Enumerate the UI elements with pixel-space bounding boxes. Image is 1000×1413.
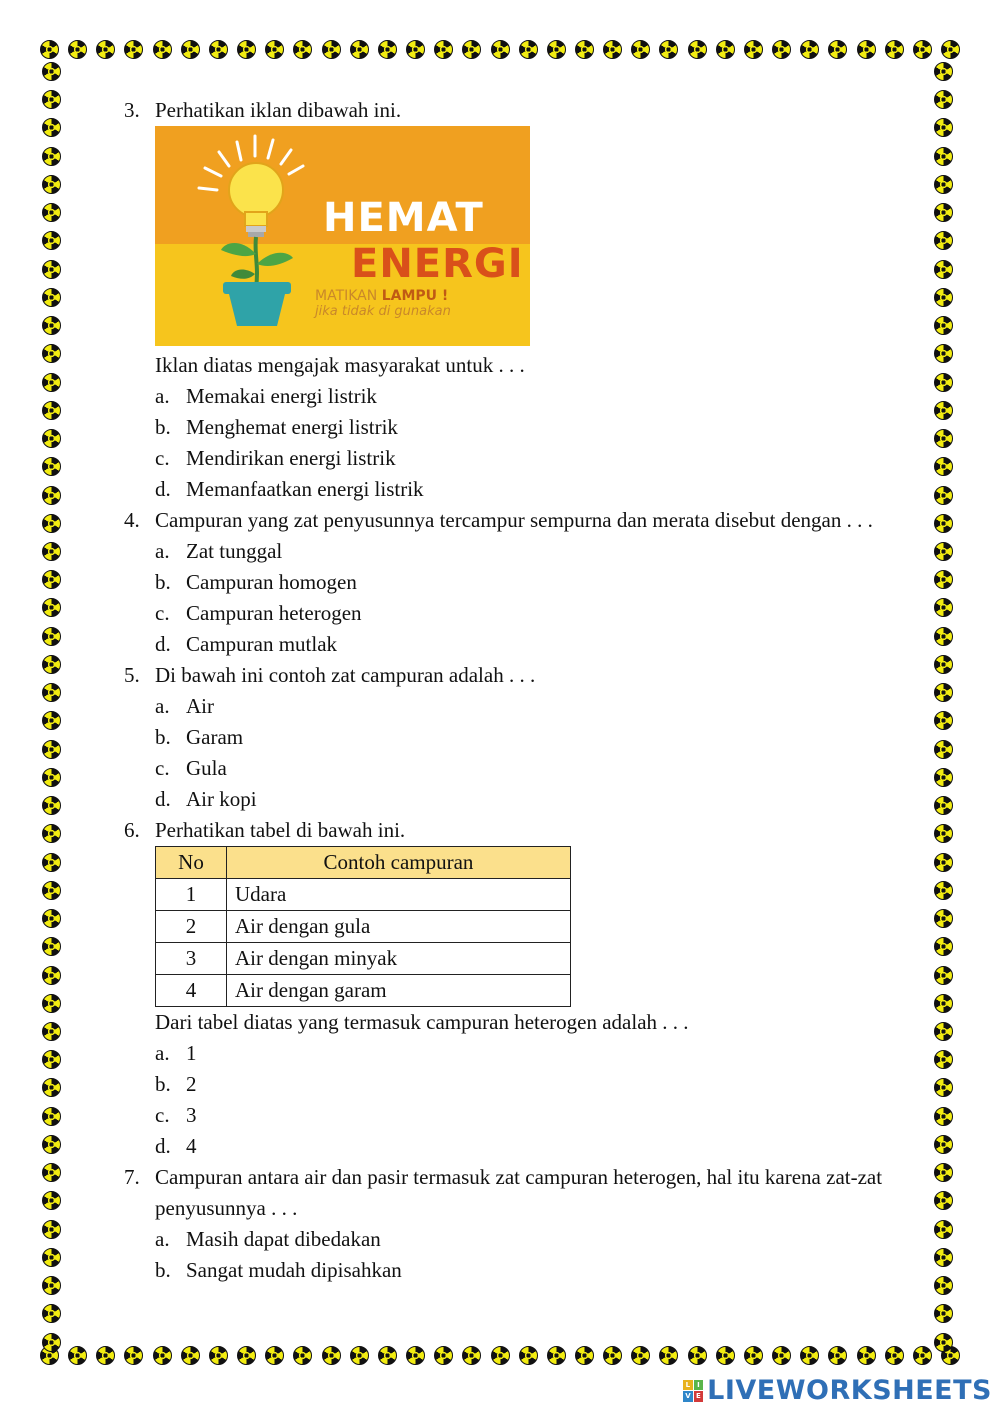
border-radiation-icon	[934, 203, 953, 222]
border-radiation-icon	[462, 40, 481, 59]
border-radiation-icon	[42, 429, 61, 448]
border-radiation-icon	[68, 1346, 87, 1365]
border-radiation-icon	[934, 542, 953, 561]
option-text: Campuran mutlak	[186, 632, 338, 656]
options-question-4	[155, 536, 914, 660]
border-radiation-icon	[293, 1346, 312, 1365]
border-radiation-icon	[96, 40, 115, 59]
border-radiation-icon	[42, 1163, 61, 1182]
worksheet-content	[124, 95, 914, 1286]
border-bottom	[40, 1346, 960, 1368]
border-radiation-icon	[42, 62, 61, 81]
table-header-no: No	[156, 847, 227, 879]
question-number: 4.	[124, 508, 140, 532]
border-radiation-icon	[828, 1346, 847, 1365]
border-radiation-icon	[934, 1163, 953, 1182]
option-letter: c.	[155, 1103, 170, 1127]
border-radiation-icon	[322, 40, 341, 59]
border-radiation-icon	[42, 90, 61, 109]
option-letter: d.	[155, 632, 171, 656]
border-radiation-icon	[934, 1304, 953, 1323]
hemat-energi-ad-image	[155, 126, 530, 346]
option-d[interactable]	[155, 784, 914, 815]
border-radiation-icon	[42, 1220, 61, 1239]
border-radiation-icon	[744, 1346, 763, 1365]
border-radiation-icon	[42, 824, 61, 843]
border-radiation-icon	[575, 1346, 594, 1365]
border-radiation-icon	[934, 683, 953, 702]
border-radiation-icon	[934, 881, 953, 900]
border-radiation-icon	[934, 711, 953, 730]
border-radiation-icon	[934, 824, 953, 843]
option-text: Gula	[186, 756, 227, 780]
border-radiation-icon	[42, 1050, 61, 1069]
border-radiation-icon	[42, 288, 61, 307]
option-c[interactable]	[155, 1100, 914, 1131]
option-letter: c.	[155, 601, 170, 625]
question-text: Campuran antara air dan pasir termasuk zat campuran heterogen, hal itu karena zat-zat penyusunnya . . .	[155, 1165, 883, 1220]
option-a[interactable]	[155, 1224, 914, 1255]
border-radiation-icon	[42, 853, 61, 872]
option-text: Campuran homogen	[186, 570, 357, 594]
border-radiation-icon	[378, 40, 397, 59]
border-radiation-icon	[406, 1346, 425, 1365]
border-radiation-icon	[42, 740, 61, 759]
options-question-7	[155, 1224, 914, 1286]
border-radiation-icon	[934, 429, 953, 448]
border-radiation-icon	[934, 1135, 953, 1154]
options-question-3	[155, 381, 914, 505]
logo-badge-letter: V	[683, 1391, 693, 1402]
border-radiation-icon	[42, 457, 61, 476]
border-radiation-icon	[181, 40, 200, 59]
border-radiation-icon	[40, 40, 59, 59]
border-radiation-icon	[96, 1346, 115, 1365]
option-b[interactable]	[155, 1255, 914, 1286]
question-text: Di bawah ini contoh zat campuran adalah . . .	[155, 663, 536, 687]
option-text: 4	[186, 1134, 197, 1158]
border-radiation-icon	[934, 740, 953, 759]
border-radiation-icon	[378, 1346, 397, 1365]
border-radiation-icon	[42, 994, 61, 1013]
table-header-example: Contoh campuran	[227, 847, 571, 879]
question-text: Perhatikan tabel di bawah ini.	[155, 818, 406, 842]
border-radiation-icon	[293, 40, 312, 59]
border-radiation-icon	[434, 40, 453, 59]
border-radiation-icon	[631, 40, 650, 59]
border-radiation-icon	[42, 796, 61, 815]
option-d[interactable]	[155, 629, 914, 660]
border-radiation-icon	[934, 909, 953, 928]
border-radiation-icon	[934, 486, 953, 505]
option-letter: a.	[155, 1227, 170, 1251]
border-radiation-icon	[934, 316, 953, 335]
question-text: Campuran yang zat penyusunnya tercampur sempurna dan merata disebut dengan . . .	[155, 508, 873, 532]
table-cell-no: 1	[156, 879, 227, 911]
border-radiation-icon	[124, 40, 143, 59]
options-question-5	[155, 691, 914, 815]
table-row	[156, 911, 571, 943]
border-radiation-icon	[934, 1022, 953, 1041]
border-radiation-icon	[42, 655, 61, 674]
border-radiation-icon	[42, 344, 61, 363]
border-radiation-icon	[688, 1346, 707, 1365]
option-letter: a.	[155, 1041, 170, 1065]
border-radiation-icon	[322, 1346, 341, 1365]
border-radiation-icon	[688, 40, 707, 59]
border-radiation-icon	[181, 1346, 200, 1365]
ad-tagline	[315, 288, 448, 304]
border-radiation-icon	[42, 627, 61, 646]
border-radiation-icon	[265, 40, 284, 59]
border-radiation-icon	[659, 40, 678, 59]
option-text: Masih dapat dibedakan	[186, 1227, 381, 1251]
border-radiation-icon	[42, 175, 61, 194]
border-radiation-icon	[934, 598, 953, 617]
option-b[interactable]	[155, 412, 914, 443]
ad-tagline-prefix: MATIKAN	[315, 288, 382, 304]
border-radiation-icon	[42, 316, 61, 335]
border-radiation-icon	[265, 1346, 284, 1365]
option-text: 3	[186, 1103, 197, 1127]
option-letter: b.	[155, 1072, 171, 1096]
border-radiation-icon	[934, 288, 953, 307]
question-number: 5.	[124, 663, 140, 687]
border-radiation-icon	[547, 40, 566, 59]
option-b[interactable]	[155, 567, 914, 598]
option-text: Campuran heterogen	[186, 601, 362, 625]
border-radiation-icon	[857, 40, 876, 59]
border-radiation-icon	[42, 260, 61, 279]
option-letter: d.	[155, 1134, 171, 1158]
table-cell-example: Air dengan gula	[227, 911, 571, 943]
border-left	[42, 62, 64, 1352]
option-text: Air kopi	[186, 787, 257, 811]
border-radiation-icon	[42, 1078, 61, 1097]
border-radiation-icon	[885, 40, 904, 59]
option-text: Memakai energi listrik	[186, 384, 377, 408]
border-radiation-icon	[350, 1346, 369, 1365]
border-radiation-icon	[42, 1191, 61, 1210]
option-a[interactable]	[155, 691, 914, 722]
border-radiation-icon	[934, 853, 953, 872]
border-radiation-icon	[934, 1050, 953, 1069]
border-radiation-icon	[42, 118, 61, 137]
table-row	[156, 975, 571, 1007]
option-letter: a.	[155, 694, 170, 718]
border-radiation-icon	[42, 147, 61, 166]
border-radiation-icon	[42, 401, 61, 420]
border-radiation-icon	[350, 40, 369, 59]
border-radiation-icon	[491, 40, 510, 59]
border-radiation-icon	[913, 1346, 932, 1365]
table-cell-example: Air dengan garam	[227, 975, 571, 1007]
border-radiation-icon	[42, 1022, 61, 1041]
option-text: 2	[186, 1072, 197, 1096]
border-radiation-icon	[42, 1135, 61, 1154]
border-radiation-icon	[934, 1220, 953, 1239]
border-radiation-icon	[209, 1346, 228, 1365]
border-radiation-icon	[934, 570, 953, 589]
border-radiation-icon	[209, 40, 228, 59]
border-radiation-icon	[68, 40, 87, 59]
logo-badge-letter: I	[694, 1380, 704, 1391]
border-radiation-icon	[42, 909, 61, 928]
border-radiation-icon	[42, 486, 61, 505]
option-letter: b.	[155, 415, 171, 439]
border-radiation-icon	[934, 175, 953, 194]
liveworksheets-logo[interactable]	[683, 1375, 992, 1406]
question-text: Perhatikan iklan dibawah ini.	[155, 98, 402, 122]
border-radiation-icon	[934, 1107, 953, 1126]
question-4	[124, 505, 914, 536]
logo-badge-letter: E	[694, 1391, 704, 1402]
border-radiation-icon	[631, 1346, 650, 1365]
border-radiation-icon	[934, 118, 953, 137]
border-radiation-icon	[42, 683, 61, 702]
border-radiation-icon	[934, 1191, 953, 1210]
border-radiation-icon	[42, 966, 61, 985]
ad-headline-energi: ENERGI	[351, 241, 524, 287]
border-radiation-icon	[42, 203, 61, 222]
question-6	[124, 815, 914, 846]
option-text: Zat tunggal	[186, 539, 283, 563]
border-radiation-icon	[42, 1304, 61, 1323]
option-d[interactable]	[155, 474, 914, 505]
option-letter: c.	[155, 756, 170, 780]
border-radiation-icon	[547, 1346, 566, 1365]
option-d[interactable]	[155, 1131, 914, 1162]
border-radiation-icon	[153, 40, 172, 59]
border-radiation-icon	[42, 542, 61, 561]
border-radiation-icon	[462, 1346, 481, 1365]
border-radiation-icon	[42, 570, 61, 589]
border-radiation-icon	[934, 796, 953, 815]
mixture-table	[155, 846, 571, 1007]
border-radiation-icon	[42, 711, 61, 730]
border-radiation-icon	[716, 1346, 735, 1365]
border-radiation-icon	[934, 344, 953, 363]
border-radiation-icon	[828, 40, 847, 59]
logo-badge-letter: L	[683, 1380, 693, 1391]
border-radiation-icon	[575, 40, 594, 59]
option-letter: d.	[155, 787, 171, 811]
table-row	[156, 879, 571, 911]
border-radiation-icon	[913, 40, 932, 59]
border-radiation-icon	[42, 598, 61, 617]
option-b[interactable]	[155, 1069, 914, 1100]
border-radiation-icon	[42, 881, 61, 900]
option-a[interactable]	[155, 381, 914, 412]
question-number: 7.	[124, 1165, 140, 1189]
option-letter: b.	[155, 570, 171, 594]
option-letter: b.	[155, 1258, 171, 1282]
border-radiation-icon	[153, 1346, 172, 1365]
border-right	[934, 62, 956, 1352]
border-radiation-icon	[491, 1346, 510, 1365]
option-text: Menghemat energi listrik	[186, 415, 398, 439]
border-radiation-icon	[934, 231, 953, 250]
border-radiation-icon	[885, 1346, 904, 1365]
border-radiation-icon	[124, 1346, 143, 1365]
border-radiation-icon	[744, 40, 763, 59]
border-radiation-icon	[519, 1346, 538, 1365]
question-number: 6.	[124, 818, 140, 842]
border-radiation-icon	[659, 1346, 678, 1365]
border-radiation-icon	[42, 373, 61, 392]
border-radiation-icon	[934, 1276, 953, 1295]
border-radiation-icon	[934, 966, 953, 985]
border-radiation-icon	[934, 1078, 953, 1097]
ad-headline-hemat: HEMAT	[323, 195, 484, 241]
border-radiation-icon	[42, 768, 61, 787]
question-stem: Dari tabel diatas yang termasuk campuran heterogen adalah . . .	[155, 1010, 689, 1034]
options-question-6	[155, 1038, 914, 1162]
option-text: Air	[186, 694, 214, 718]
border-radiation-icon	[934, 627, 953, 646]
border-radiation-icon	[934, 1248, 953, 1267]
border-radiation-icon	[934, 62, 953, 81]
option-letter: a.	[155, 539, 170, 563]
option-letter: a.	[155, 384, 170, 408]
question-stem: Iklan diatas mengajak masyarakat untuk . . .	[155, 353, 525, 377]
option-a[interactable]	[155, 536, 914, 567]
table-cell-no: 2	[156, 911, 227, 943]
border-radiation-icon	[934, 937, 953, 956]
border-radiation-icon	[934, 90, 953, 109]
ad-subtagline: jika tidak di gunakan	[315, 304, 451, 319]
logo-badge-icon	[683, 1380, 703, 1402]
table-header-row	[156, 847, 571, 879]
question-5	[124, 660, 914, 691]
border-radiation-icon	[42, 1333, 61, 1352]
question-number: 3.	[124, 98, 140, 122]
option-text: Sangat mudah dipisahkan	[186, 1258, 402, 1282]
option-a[interactable]	[155, 1038, 914, 1069]
table-cell-example: Air dengan minyak	[227, 943, 571, 975]
border-radiation-icon	[603, 1346, 622, 1365]
option-letter: d.	[155, 477, 171, 501]
table-cell-no: 4	[156, 975, 227, 1007]
option-b[interactable]	[155, 722, 914, 753]
border-radiation-icon	[42, 1107, 61, 1126]
option-c[interactable]	[155, 753, 914, 784]
option-text: 1	[186, 1041, 197, 1065]
border-radiation-icon	[42, 514, 61, 533]
border-radiation-icon	[237, 40, 256, 59]
border-radiation-icon	[934, 994, 953, 1013]
border-radiation-icon	[934, 655, 953, 674]
border-radiation-icon	[934, 457, 953, 476]
border-radiation-icon	[237, 1346, 256, 1365]
border-radiation-icon	[934, 1333, 953, 1352]
border-radiation-icon	[857, 1346, 876, 1365]
option-text: Memanfaatkan energi listrik	[186, 477, 424, 501]
option-letter: b.	[155, 725, 171, 749]
border-radiation-icon	[800, 40, 819, 59]
border-radiation-icon	[934, 514, 953, 533]
border-radiation-icon	[934, 768, 953, 787]
question-7	[124, 1162, 914, 1224]
border-radiation-icon	[716, 40, 735, 59]
border-radiation-icon	[800, 1346, 819, 1365]
border-radiation-icon	[772, 1346, 791, 1365]
question-3	[124, 95, 914, 126]
option-c[interactable]	[155, 598, 914, 629]
table-row	[156, 943, 571, 975]
option-text: Mendirikan energi listrik	[186, 446, 396, 470]
option-text: Garam	[186, 725, 244, 749]
border-radiation-icon	[934, 373, 953, 392]
logo-text: LIVEWORKSHEETS	[707, 1375, 992, 1406]
table-cell-no: 3	[156, 943, 227, 975]
ad-tagline-bold: LAMPU !	[381, 288, 449, 304]
border-radiation-icon	[603, 40, 622, 59]
table-cell-example: Udara	[227, 879, 571, 911]
border-radiation-icon	[42, 231, 61, 250]
border-top	[40, 40, 960, 62]
option-c[interactable]	[155, 443, 914, 474]
option-letter: c.	[155, 446, 170, 470]
border-radiation-icon	[434, 1346, 453, 1365]
border-radiation-icon	[519, 40, 538, 59]
border-radiation-icon	[406, 40, 425, 59]
border-radiation-icon	[42, 1276, 61, 1295]
border-radiation-icon	[42, 1248, 61, 1267]
border-radiation-icon	[934, 401, 953, 420]
border-radiation-icon	[42, 937, 61, 956]
border-radiation-icon	[934, 260, 953, 279]
border-radiation-icon	[934, 147, 953, 166]
border-radiation-icon	[941, 40, 960, 59]
border-radiation-icon	[772, 40, 791, 59]
